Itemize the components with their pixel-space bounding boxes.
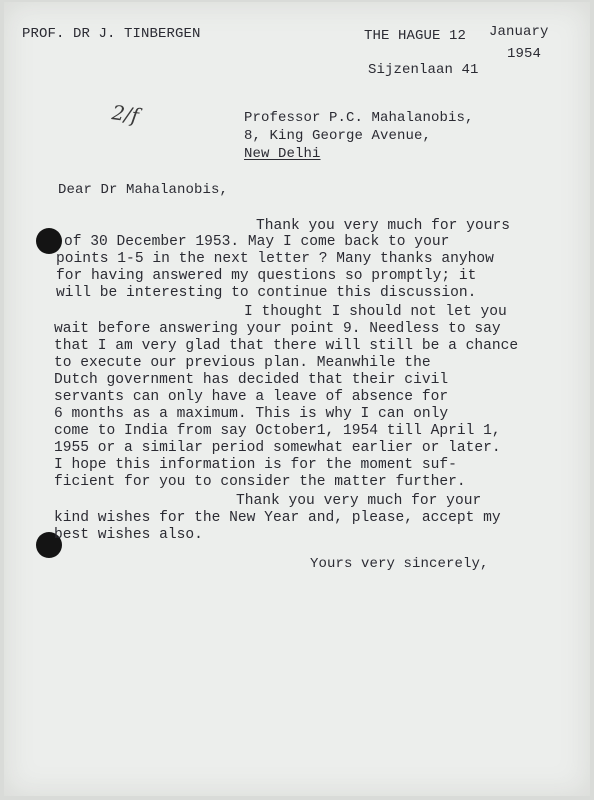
paragraph-line: come to India from say October1, 1954 till April 1, [54, 423, 501, 439]
paragraph-line: wait before answering your point 9. Needless to say [54, 321, 501, 337]
recipient-name: Professor P.C. Mahalanobis, [244, 110, 474, 126]
paragraph-line: that I am very glad that there will still be a chance [54, 338, 519, 354]
paragraph-line: Dutch government has decided that their civil [54, 372, 449, 388]
paragraph-line: for having answered my questions so promptly; it [56, 268, 477, 284]
place-date: THE HAGUE 12 [364, 28, 467, 44]
paragraph-line: ficient for you to consider the matter further. [54, 474, 466, 490]
recipient-street: 8, King George Avenue, [244, 128, 432, 144]
closing: Yours very sincerely, [310, 556, 489, 572]
date-year: 1954 [507, 46, 542, 62]
salutation: Dear Dr Mahalanobis, [58, 182, 229, 198]
paragraph-line: best wishes also. [54, 527, 203, 543]
handwritten-annotation: 2/f [110, 100, 141, 128]
paragraph-line: Thank you very much for yours [256, 218, 510, 234]
paragraph-line: 1955 or a similar period somewhat earlier or later. [54, 440, 501, 456]
sender-name: PROF. DR J. TINBERGEN [22, 26, 201, 42]
paragraph-line: will be interesting to continue this discussion. [56, 285, 477, 301]
paragraph-line: servants can only have a leave of absence for [54, 389, 449, 405]
paragraph-line: kind wishes for the New Year and, please, accept my [54, 510, 501, 526]
paragraph-line: Thank you very much for your [236, 493, 482, 509]
paragraph-line: I thought I should not let you [244, 304, 507, 320]
recipient-city: New Delhi [244, 146, 321, 162]
paragraph-line: of 30 December 1953. May I come back to your [64, 234, 450, 250]
paragraph-line: points 1-5 in the next letter ? Many thanks anyhow [56, 251, 494, 267]
paragraph-line: to execute our previous plan. Meanwhile the [54, 355, 431, 371]
paragraph-line: I hope this information is for the moment suf- [54, 457, 457, 473]
sender-address: Sijzenlaan 41 [368, 62, 479, 78]
letter-page [4, 2, 590, 796]
date-month: January [489, 24, 549, 40]
paragraph-line: 6 months as a maximum. This is why I can only [54, 406, 449, 422]
